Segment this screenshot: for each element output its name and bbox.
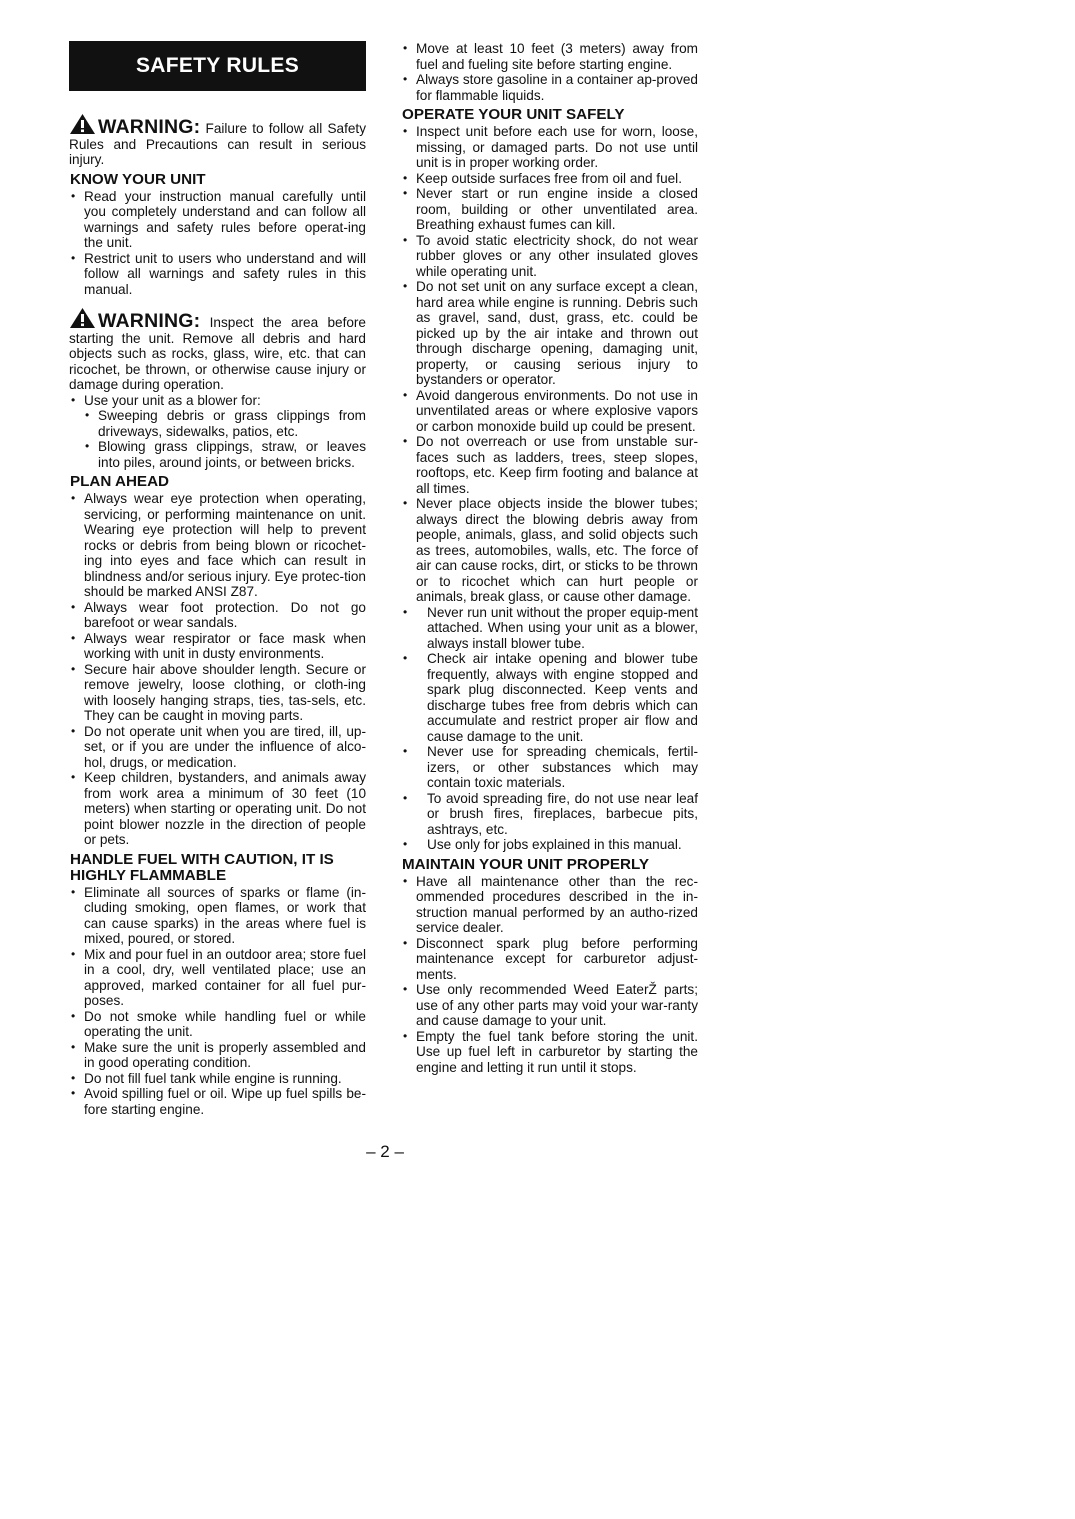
handle-fuel-list-continued xyxy=(401,41,698,103)
section-title-operate-safely: OPERATE YOUR UNIT SAFELY xyxy=(402,106,625,123)
list-item: • Do not set unit on any surface except a clean, hard area while engine is running. Debris such as gravel, sand, dust, grass, etc. could be picked up by the air intake and thrown out through discharge opening, damaging unit, property, or causing serious injury to bystanders or operator. xyxy=(401,279,698,388)
list-item: • Always wear eye protection when operating, servicing, or performing maintenance on unit. Wearing eye protection will help to prevent rocks or debris from being blown or ricochet-ing into eyes and face which can result in blindness and/or serious injury. Eye protec-tion should be marked ANSI Z87. xyxy=(69,491,366,600)
right-column xyxy=(401,41,698,1075)
list-item: • Inspect unit before each use for worn, loose, missing, or damaged parts. Do not use until unit is in proper working order. xyxy=(401,124,698,171)
list-item: • Never run unit without the proper equip-ment attached. When using your unit as a blower, always install blower tube. xyxy=(401,605,698,652)
list-item: • Eliminate all sources of sparks or flame (in-cluding smoking, open flames, or work that can cause sparks) in the areas where fuel is mixed, poured, or stored. xyxy=(69,885,366,947)
warning-label: WARNING: xyxy=(98,310,201,332)
list-item: • Always wear foot protection. Do not go barefoot or wear sandals. xyxy=(69,600,366,631)
page-number: – 2 – xyxy=(366,1142,404,1161)
left-column xyxy=(69,41,366,1117)
list-item: • Do not overreach or use from unstable sur-faces such as ladders, trees, steep slopes, rooftops, etc. Keep firm footing and balance at all times. xyxy=(401,434,698,496)
section-title-plan-ahead: PLAN AHEAD xyxy=(70,473,170,490)
list-item: • Empty the fuel tank before storing the unit. Use up fuel left in carburetor by starting the engine and letting it run until it stops. xyxy=(401,1029,698,1076)
warning-text: Inspect the area before starting the unit. Remove all debris and hard objects such as rocks, glass, wire, etc. that can ricochet, be thrown, or otherwise cause injury or damage during operation. xyxy=(69,315,366,392)
list-item: • Always wear respirator or face mask when working with unit in dusty environments. xyxy=(69,631,366,662)
list-item: • Make sure the unit is properly assembled and in good operating condition. xyxy=(69,1040,366,1071)
section-title-maintain-properly: MAINTAIN YOUR UNIT PROPERLY xyxy=(402,855,649,873)
list-item: • Do not smoke while handling fuel or while operating the unit. xyxy=(69,1009,366,1040)
warning-failure-to-follow xyxy=(69,113,366,168)
list-item: • Never use for spreading chemicals, fertil-izers, or other substances which may contain toxic materials. xyxy=(401,744,698,791)
blower-uses-list xyxy=(69,393,366,409)
list-item: • Always store gasoline in a container ap-proved for flammable liquids. xyxy=(401,72,698,103)
list-item: • Move at least 10 feet (3 meters) away from fuel and fueling site before starting engine. xyxy=(401,41,698,72)
list-item: • Sweeping debris or grass clippings from driveways, sidewalks, patios, etc. xyxy=(83,408,366,439)
maintain-properly-list xyxy=(401,874,698,1076)
know-your-unit-list xyxy=(69,189,366,298)
blower-uses-sublist xyxy=(69,408,366,470)
list-item: • Check air intake opening and blower tube frequently, always with engine stopped and spark plug disconnected. Keep vents and discharge tubes free from debris which can accumulate and restrict proper air flow and cause damage to the unit. xyxy=(401,651,698,744)
list-item: • Disconnect spark plug before performing maintenance except for carburetor adjust-ments. xyxy=(401,936,698,983)
plan-ahead-list xyxy=(69,491,366,848)
list-item: • Read your instruction manual carefully until you completely understand and can follow all warnings and safety rules before operat-ing the unit. xyxy=(69,189,366,251)
warning-inspect-area xyxy=(69,307,366,393)
warning-label: WARNING: xyxy=(98,116,201,138)
list-item: • To avoid spreading fire, do not use near leaf or brush fires, fireplaces, barbecue pits, ashtrays, etc. xyxy=(401,791,698,838)
list-item: • Use only recommended Weed EaterŽ parts; use of any other parts may void your war-ranty and cause damage to your unit. xyxy=(401,982,698,1029)
list-item: • Have all maintenance other than the rec-ommended procedures described in the in-struction manual performed by an autho-rized service dealer. xyxy=(401,874,698,936)
list-item: • Keep outside surfaces free from oil and fuel. xyxy=(401,171,698,187)
list-item: • Use only for jobs explained in this manual. xyxy=(401,837,698,853)
list-item: • Avoid dangerous environments. Do not use in unventilated areas or where explosive vapors or carbon monoxide build up could be present. xyxy=(401,388,698,435)
list-item: • To avoid static electricity shock, do not wear rubber gloves or any other insulated gloves while operating unit. xyxy=(401,233,698,280)
list-item: • Restrict unit to users who understand and will follow all warnings and safety rules in this manual. xyxy=(69,251,366,298)
list-item: • Do not operate unit when you are tired, ill, up-set, or if you are under the influence of alco-hol, drugs, or medication. xyxy=(69,724,366,771)
list-item: • Keep children, bystanders, and animals away from work area a minimum of 30 feet (10 meters) when starting or operating unit. Do not point blower nozzle in the direction of people or pets. xyxy=(69,770,366,848)
handle-fuel-list xyxy=(69,885,366,1118)
warning-text: Failure to follow all Safety Rules and Precautions can result in serious injury. xyxy=(69,121,367,167)
warning-triangle-icon xyxy=(69,307,96,329)
warning-triangle-icon xyxy=(69,113,96,135)
operate-safely-list xyxy=(401,124,698,605)
list-item: • Secure hair above shoulder length. Secure or remove jewelry, loose clothing, or cloth-ing with loosely hanging straps, ties, tas-sels, etc. They can be caught in moving parts. xyxy=(69,662,366,724)
list-item: • Do not fill fuel tank while engine is running. xyxy=(69,1071,366,1087)
section-title-know-your-unit: KNOW YOUR UNIT xyxy=(70,170,206,188)
list-item: • Use your unit as a blower for: xyxy=(69,393,366,409)
list-item: • Mix and pour fuel in an outdoor area; store fuel in a cool, dry, well ventilated place; use an approved, marked container for all fuel pur-poses. xyxy=(69,947,366,1009)
list-item: • Never start or run engine inside a closed room, building or other unventilated area. Breathing exhaust fumes can kill. xyxy=(401,186,698,233)
operate-safely-list-indented xyxy=(401,605,698,853)
safety-rules-banner: SAFETY RULES xyxy=(69,41,366,91)
list-item: • Blowing grass clippings, straw, or leaves into piles, around joints, or between bricks. xyxy=(83,439,366,470)
list-item: • Never place objects inside the blower tubes; always direct the blowing debris away from people, animals, glass, and solid objects such as trees, automobiles, walls, etc. The force of air can cause rocks, dirt, or sticks to be thrown or to ricochet which can hurt people or animals, break glass, or cause other damage. xyxy=(401,496,698,605)
section-title-handle-fuel: HANDLE FUEL WITH CAUTION, IT IS HIGHLY FLAMMABLE xyxy=(70,850,334,884)
list-item: • Avoid spilling fuel or oil. Wipe up fuel spills be-fore starting engine. xyxy=(69,1086,366,1117)
